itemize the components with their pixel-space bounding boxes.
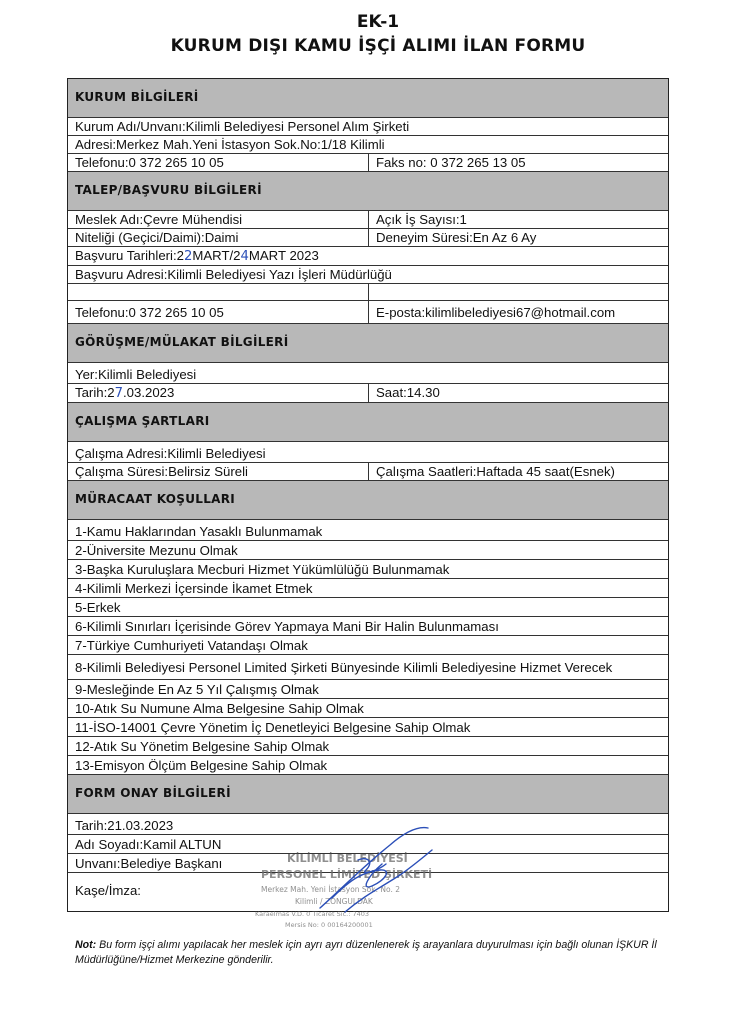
- gorusme-saat: Saat:14.30: [376, 385, 440, 400]
- calisma-adres: Çalışma Adresi:Kilimli Belediyesi: [75, 446, 266, 461]
- condition-item: 7-Türkiye Cumhuriyeti Vatandaşı Olmak: [75, 638, 308, 653]
- footnote: Not: Bu form işçi alımı yapılacak her meslek için ayrı ayrı düzenlenerek iş arayanlara duyurulması için bağlı olunan İŞKUR İl Müdürlüğüne/Hizmet Merkezine gönderilir.: [75, 939, 657, 966]
- talep-eposta: E-posta:kilimlibelediyesi67@hotmail.com: [376, 305, 616, 320]
- section-talep-heading: TALEP/BAŞVURU BİLGİLERİ: [68, 172, 668, 211]
- gorusme-tarih: Tarih:27.03.2023: [68, 384, 369, 402]
- talep-deneyim: Deneyim Süresi:En Az 6 Ay: [376, 230, 537, 245]
- onay-kase-imza: Kaşe/İmza:: [75, 883, 141, 898]
- kurum-faks: Faks no: 0 372 265 13 05: [376, 155, 526, 170]
- talep-meslek: Meslek Adı:Çevre Mühendisi: [68, 211, 369, 228]
- kurum-telefon: Telefonu:0 372 265 10 05: [68, 154, 369, 171]
- form-title: KURUM DIŞI KAMU İŞÇİ ALIMI İLAN FORMU: [170, 36, 586, 56]
- onay-adi: Adı Soyadı:Kamil ALTUN: [75, 837, 222, 852]
- section-gorusme-heading: GÖRÜŞME/MÜLAKAT BİLGİLERİ: [68, 324, 668, 363]
- empty-cell: [68, 284, 369, 300]
- handwritten-digit: 4: [240, 249, 249, 264]
- announcement-form: [67, 78, 669, 912]
- talep-basvuru-tarihleri: Başvuru Tarihleri:22MART/24MART 2023: [75, 248, 319, 264]
- stamp-line: Karaelmas V.D. 0 Ticaret Sic.: 7403: [255, 910, 370, 918]
- gorusme-yer: Yer:Kilimli Belediyesi: [75, 367, 197, 382]
- annex-label: EK-1: [356, 12, 400, 32]
- kurum-adi: Kurum Adı/Unvanı:Kilimli Belediyesi Personel Alım Şirketi: [75, 119, 410, 134]
- condition-item: 8-Kilimli Belediyesi Personel Limited Şirketi Bünyesinde Kilimli Belediyesine Hizmet Verecek: [75, 660, 613, 675]
- talep-acik-is: Açık İş Sayısı:1: [376, 212, 467, 227]
- talep-niteligi: Niteliği (Geçici/Daimi):Daimi: [68, 229, 369, 246]
- calisma-sure: Çalışma Süresi:Belirsiz Süreli: [68, 463, 369, 480]
- handwritten-digit: 2: [183, 249, 193, 264]
- onay-tarih: Tarih:21.03.2023: [75, 818, 174, 833]
- condition-item: 9-Mesleğinde En Az 5 Yıl Çalışmış Olmak: [75, 682, 319, 697]
- stamp-line: Kilimli / ZONGULDAK: [295, 897, 373, 906]
- condition-item: 11-İSO-14001 Çevre Yönetim İç Denetleyici Belgesine Sahip Olmak: [75, 720, 471, 735]
- onay-unvan: Unvanı:Belediye Başkanı: [75, 856, 223, 871]
- section-onay-heading: FORM ONAY BİLGİLERİ: [68, 775, 668, 814]
- section-calisma-heading: ÇALIŞMA ŞARTLARI: [68, 403, 668, 442]
- stamp-line: Merkez Mah. Yeni İstasyon Sok. No. 2: [261, 885, 400, 894]
- calisma-saatler: Çalışma Saatleri:Haftada 45 saat(Esnek): [376, 464, 615, 479]
- stamp-line: KİLİMLİ BELEDİYESİ: [287, 852, 408, 865]
- kurum-adres: Adresi:Merkez Mah.Yeni İstasyon Sok.No:1/18 Kilimli: [75, 137, 385, 152]
- condition-item: 1-Kamu Haklarından Yasaklı Bulunmamak: [75, 524, 323, 539]
- talep-telefon: Telefonu:0 372 265 10 05: [68, 301, 369, 323]
- talep-basvuru-adresi: Başvuru Adresi:Kilimli Belediyesi Yazı İşleri Müdürlüğü: [75, 267, 392, 282]
- condition-item: 5-Erkek: [75, 600, 121, 615]
- section-muracaat-heading: MÜRACAAT KOŞULLARI: [68, 481, 668, 520]
- stamp-line: Mersis No: 0 00164200001: [285, 921, 373, 929]
- empty-cell: [369, 284, 668, 300]
- condition-item: 13-Emisyon Ölçüm Belgesine Sahip Olmak: [75, 758, 328, 773]
- signature: [310, 820, 440, 920]
- condition-item: 2-Üniversite Mezunu Olmak: [75, 543, 238, 558]
- condition-item: 12-Atık Su Yönetim Belgesine Sahip Olmak: [75, 739, 330, 754]
- handwritten-digit: 7: [114, 386, 123, 401]
- section-kurum-heading: KURUM BİLGİLERİ: [68, 79, 668, 118]
- condition-item: 4-Kilimli Merkezi İçersinde İkamet Etmek: [75, 581, 313, 596]
- condition-item: 6-Kilimli Sınırları İçerisinde Görev Yapmaya Mani Bir Halin Bulunmaması: [75, 619, 499, 634]
- stamp-line: PERSONEL LİMİTED ŞİRKETİ: [261, 868, 433, 881]
- condition-item: 10-Atık Su Numune Alma Belgesine Sahip Olmak: [75, 701, 364, 716]
- condition-item: 3-Başka Kuruluşlara Mecburi Hizmet Yükümlülüğü Bulunmamak: [75, 562, 450, 577]
